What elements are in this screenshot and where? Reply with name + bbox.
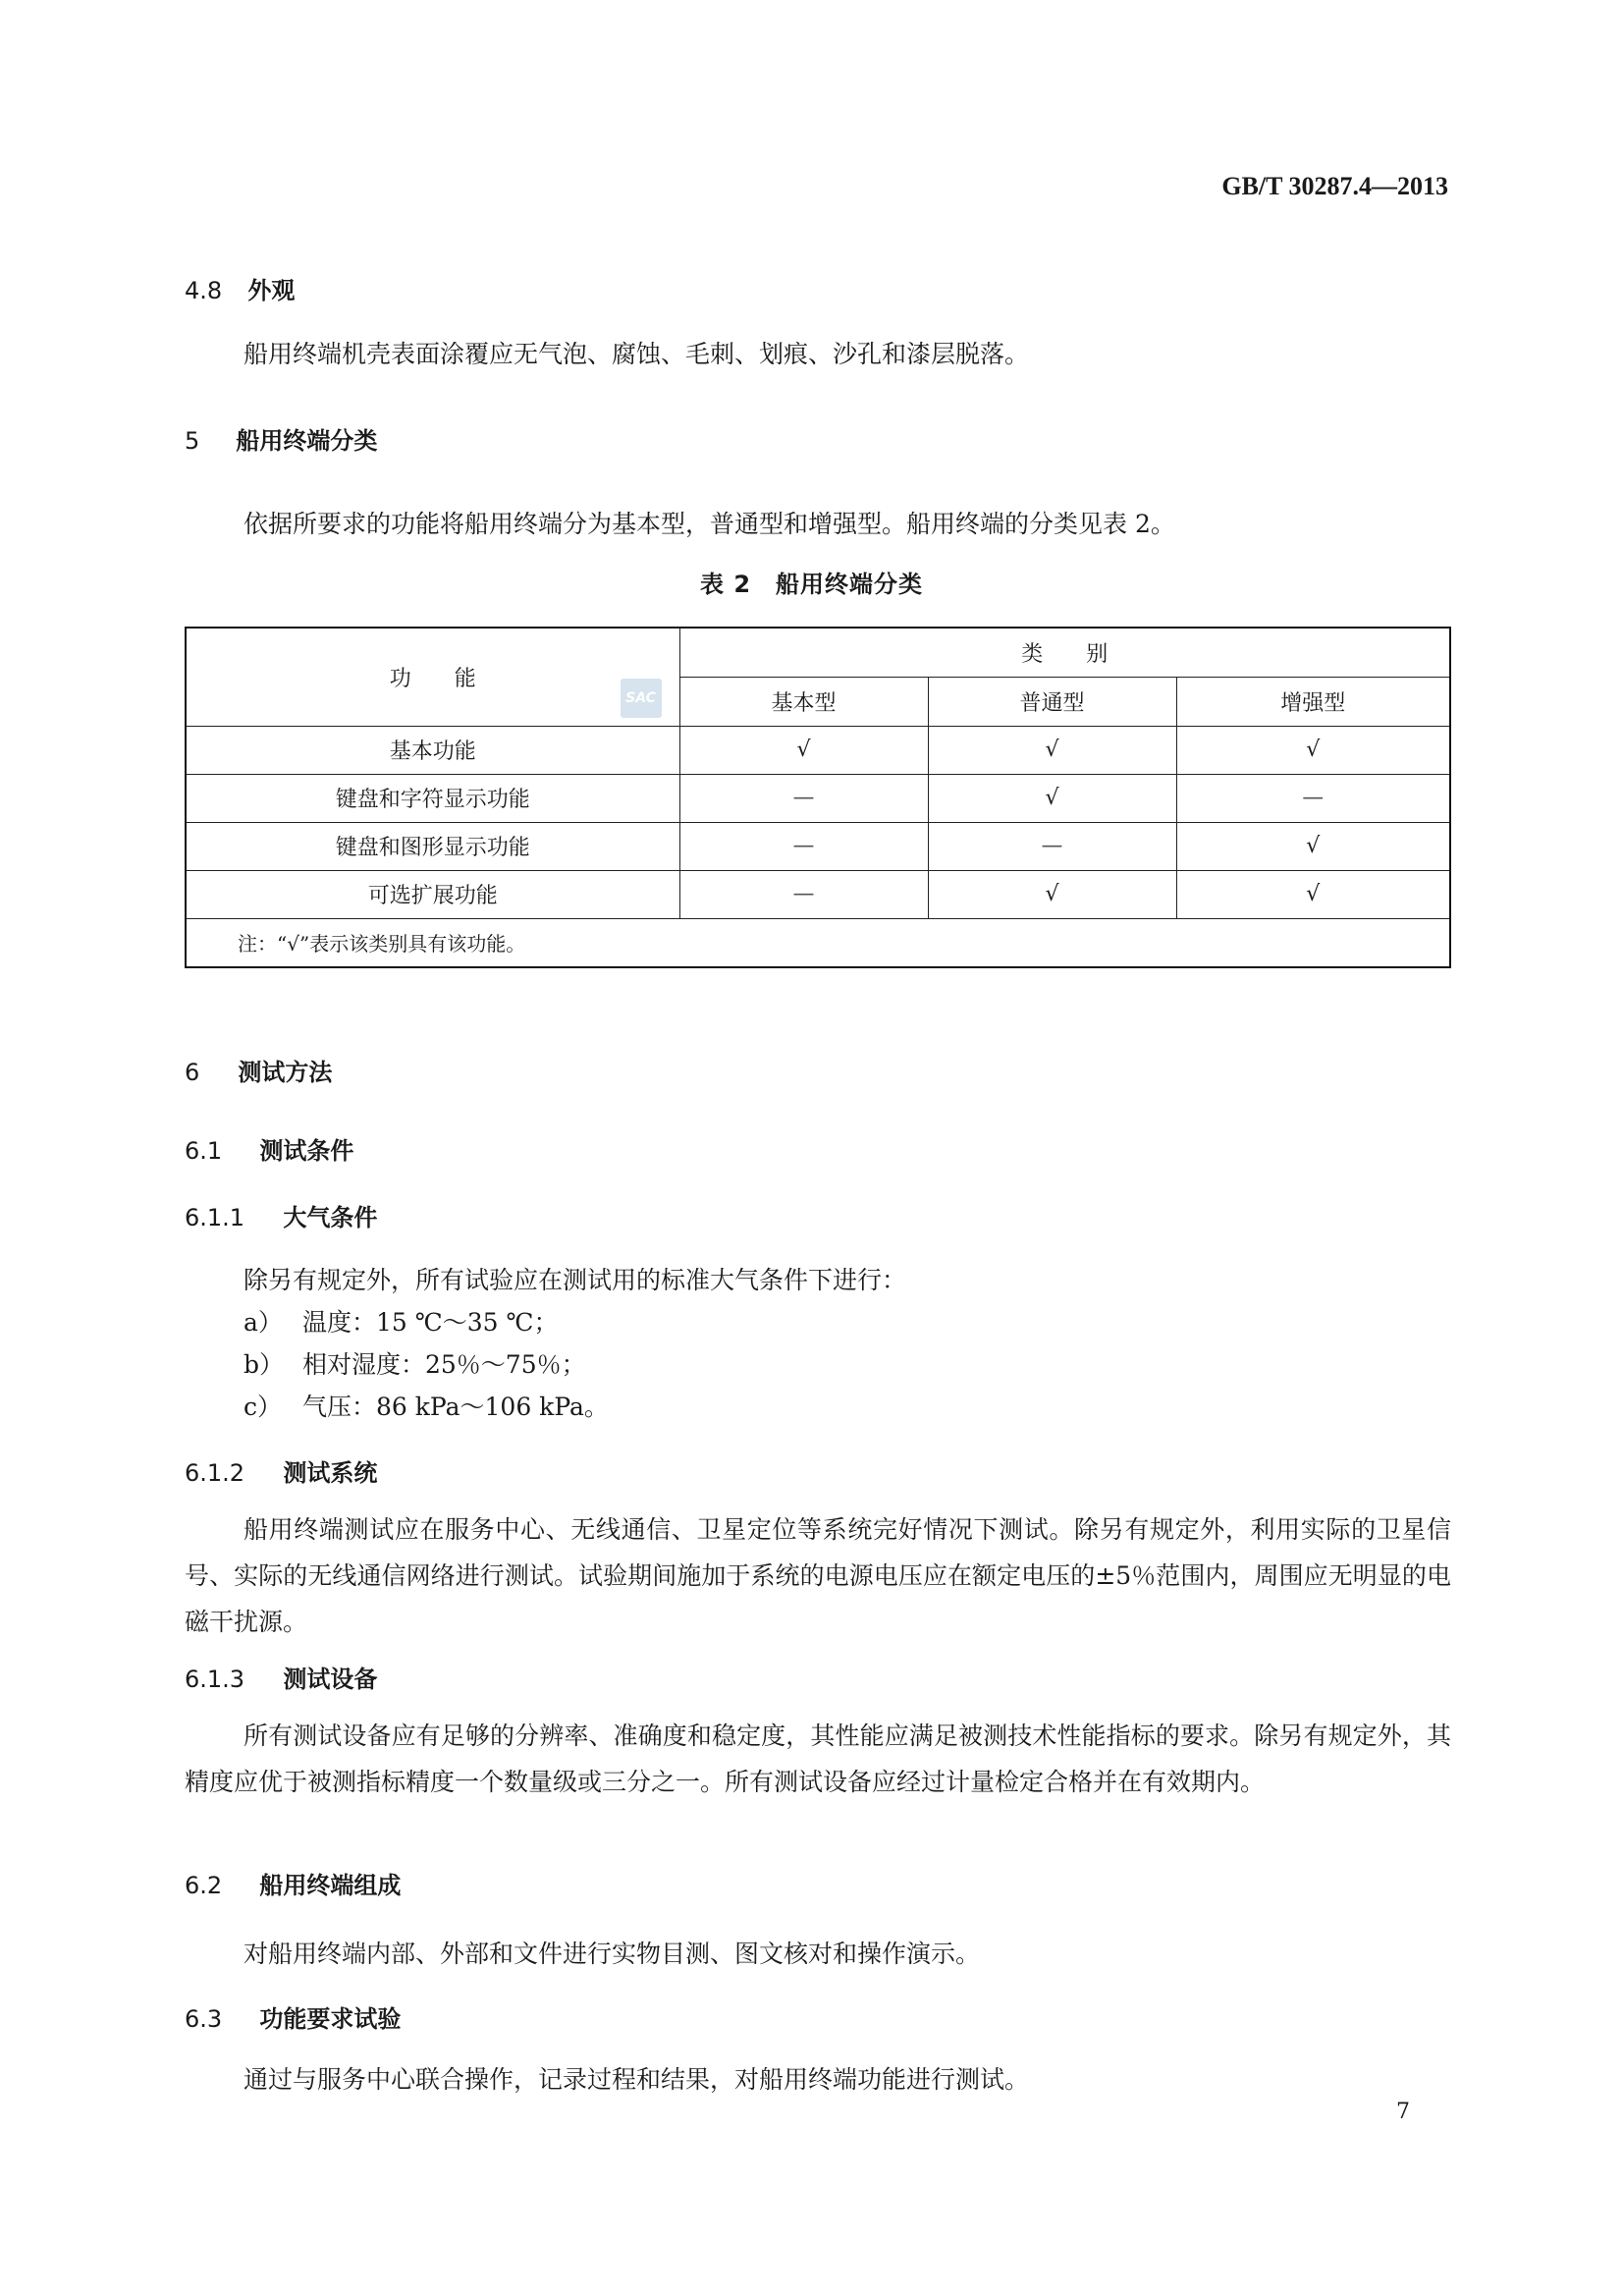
basic-mark: — — [679, 822, 928, 870]
function-header-cell — [186, 628, 679, 726]
section-title: 测试系统 — [283, 1459, 378, 1487]
standard-number: GB/T 30287.4—2013 — [1221, 172, 1448, 200]
table-note: 注：“√”表示该类别具有该功能。 — [186, 918, 1450, 967]
section-number: 6.1.3 — [185, 1666, 245, 1693]
row-function: 键盘和图形显示功能 — [186, 822, 679, 870]
section-title: 功能要求试验 — [259, 2005, 402, 2033]
list-marker: a） — [243, 1308, 283, 1337]
normal-mark: √ — [928, 870, 1176, 918]
classification-table — [185, 627, 1451, 968]
type-header-basic: 基本型 — [679, 677, 928, 726]
section-number: 6.1.1 — [185, 1204, 245, 1231]
list-text: 相对湿度：25％～75％； — [302, 1350, 586, 1379]
basic-mark: √ — [679, 726, 928, 774]
section-6-2-text: 对船用终端内部、外部和文件进行实物目测、图文核对和操作演示。 — [243, 1940, 981, 1968]
list-item — [243, 1303, 558, 1339]
enhanced-mark: √ — [1176, 870, 1450, 918]
table-row — [186, 774, 1450, 822]
enhanced-mark: — — [1176, 774, 1450, 822]
basic-mark: — — [679, 870, 928, 918]
section-6-1-2-text: 船用终端测试应在服务中心、无线通信、卫星定位等系统完好情况下测试。除另有规定外，利用实际的卫星信号、实际的无线通信网络进行测试。试验期间施加于系统的电源电压应在额定电压的±5％范围内，周围应无明显的电磁干扰源。 — [185, 1515, 1451, 1636]
section-number: 6.3 — [185, 2005, 223, 2033]
category-header: 类 别 — [679, 628, 1450, 677]
section-5-heading — [185, 421, 377, 456]
row-function: 基本功能 — [186, 726, 679, 774]
section-title: 测试设备 — [283, 1666, 378, 1693]
section-number: 6.1.2 — [185, 1459, 245, 1487]
section-title: 测试方法 — [238, 1059, 333, 1086]
type-header-enhanced: 增强型 — [1176, 677, 1450, 726]
section-number: 6.1 — [185, 1137, 223, 1165]
section-6-3-text: 通过与服务中心联合操作，记录过程和结果，对船用终端功能进行测试。 — [243, 2065, 1030, 2094]
table-caption: 表 2 船用终端分类 — [699, 571, 924, 598]
list-text: 温度：15 ℃～35 ℃； — [302, 1308, 559, 1337]
section-number: 6 — [185, 1059, 200, 1086]
normal-mark: √ — [928, 774, 1176, 822]
section-number: 6.2 — [185, 1872, 223, 1899]
section-number: 5 — [185, 427, 200, 455]
page-number: 7 — [1396, 2100, 1410, 2124]
section-6-3-heading — [185, 1999, 401, 2034]
function-header: 功 能 — [389, 666, 476, 691]
section-6-2-heading — [185, 1866, 401, 1900]
basic-mark: — — [679, 774, 928, 822]
section-title: 测试条件 — [259, 1137, 354, 1165]
section-5-text: 依据所要求的功能将船用终端分为基本型，普通型和增强型。船用终端的分类见表 2。 — [243, 510, 1175, 538]
section-6-1-1-intro: 除另有规定外，所有试验应在测试用的标准大气条件下进行： — [243, 1266, 907, 1294]
table-row — [186, 822, 1450, 870]
list-text: 气压：86 kPa～106 kPa。 — [302, 1393, 609, 1421]
section-title: 船用终端组成 — [259, 1872, 402, 1899]
normal-mark: — — [928, 822, 1176, 870]
sac-watermark-logo: SAC — [621, 679, 662, 718]
section-title: 外观 — [247, 277, 296, 304]
table-row — [186, 726, 1450, 774]
enhanced-mark: √ — [1176, 822, 1450, 870]
list-marker: b） — [243, 1350, 285, 1379]
row-function: 可选扩展功能 — [186, 870, 679, 918]
section-6-1-3-text: 所有测试设备应有足够的分辨率、准确度和稳定度，其性能应满足被测技术性能指标的要求。除另有规定外，其精度应优于被测指标精度一个数量级或三分之一。所有测试设备应经过计量检定合格并在有效期内。 — [185, 1722, 1451, 1796]
section-number: 4.8 — [185, 277, 223, 304]
type-header-normal: 普通型 — [928, 677, 1176, 726]
row-function: 键盘和字符显示功能 — [186, 774, 679, 822]
section-6-1-1-heading — [185, 1198, 377, 1232]
list-marker: c） — [243, 1393, 283, 1421]
section-6-1-heading — [185, 1131, 353, 1166]
normal-mark: √ — [928, 726, 1176, 774]
section-6-1-2-heading — [185, 1453, 377, 1488]
section-title: 大气条件 — [283, 1204, 378, 1231]
enhanced-mark: √ — [1176, 726, 1450, 774]
section-6-heading — [185, 1053, 332, 1087]
section-4-8-heading — [185, 271, 295, 305]
list-item — [243, 1345, 586, 1381]
section-title: 船用终端分类 — [236, 427, 378, 455]
section-4-8-text: 船用终端机壳表面涂覆应无气泡、腐蚀、毛刺、划痕、沙孔和漆层脱落。 — [243, 340, 1030, 368]
list-item — [243, 1388, 609, 1423]
section-6-1-3-heading — [185, 1660, 377, 1694]
table-row — [186, 870, 1450, 918]
